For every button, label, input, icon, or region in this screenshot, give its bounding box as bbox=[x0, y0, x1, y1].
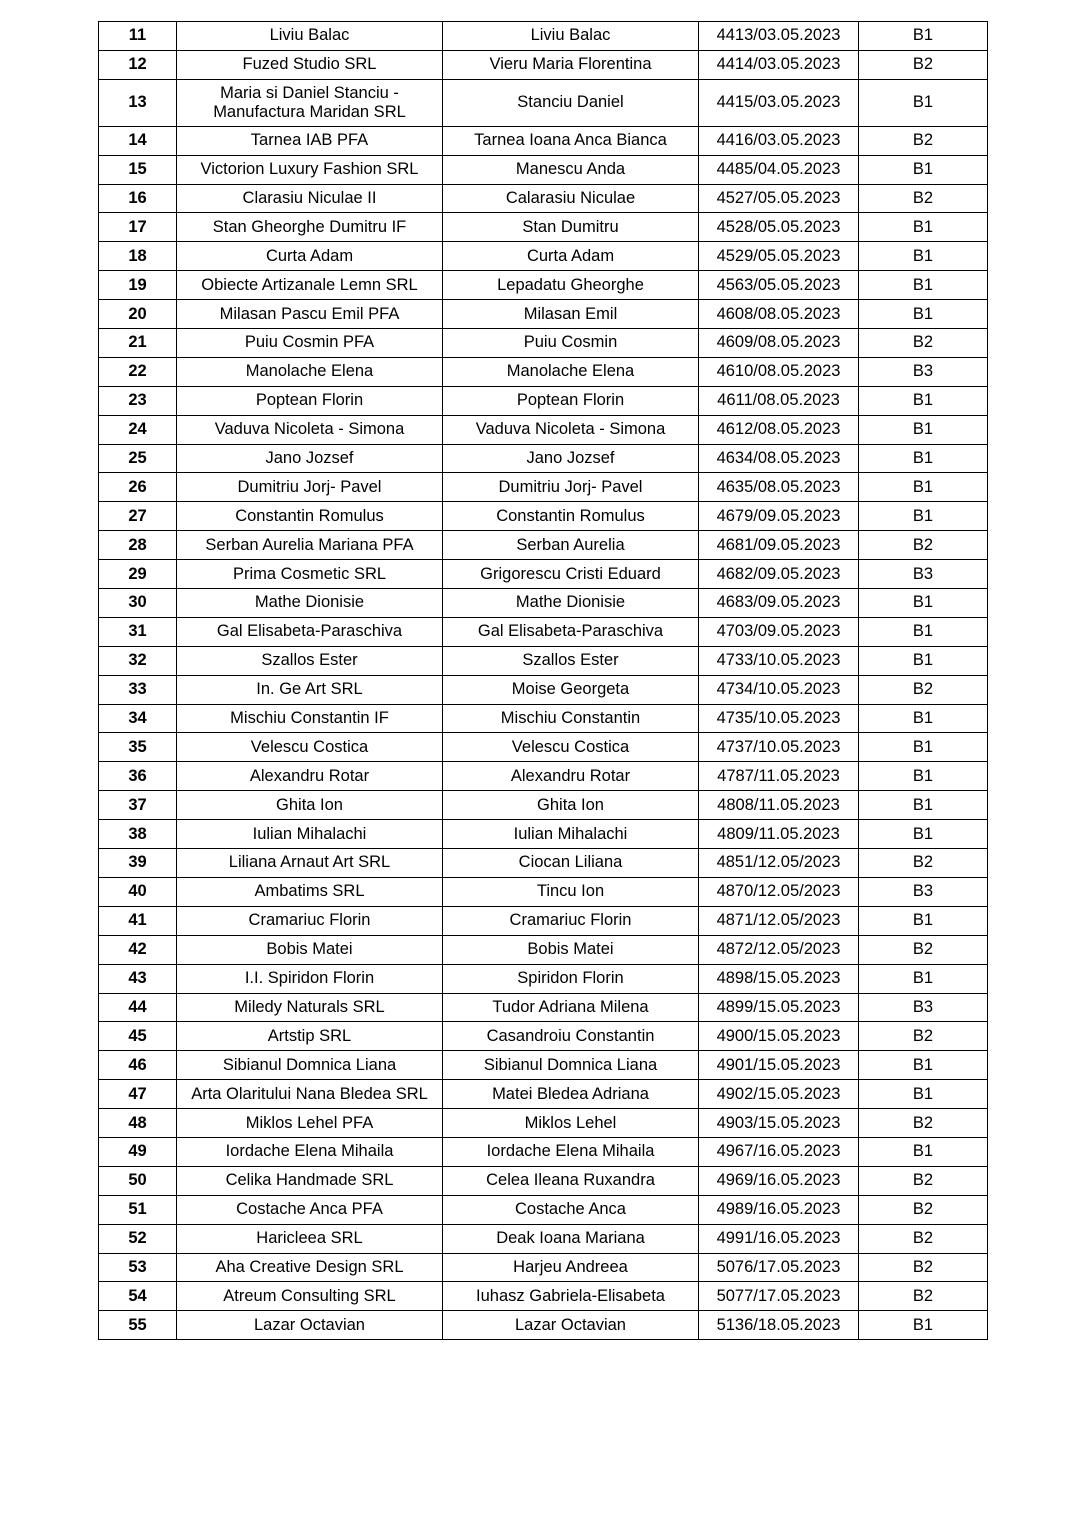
category-cell: B1 bbox=[859, 964, 988, 993]
row-number-cell: 12 bbox=[99, 50, 177, 79]
representative-name-cell: Curta Adam bbox=[443, 242, 699, 271]
table-row bbox=[99, 704, 988, 733]
company-name-cell: Puiu Cosmin PFA bbox=[177, 329, 443, 358]
registration-number-cell: 4787/11.05.2023 bbox=[699, 762, 859, 791]
row-number-cell: 38 bbox=[99, 820, 177, 849]
row-number-cell: 26 bbox=[99, 473, 177, 502]
row-number-cell: 30 bbox=[99, 589, 177, 618]
company-name-cell: Clarasiu Niculae II bbox=[177, 184, 443, 213]
category-cell: B1 bbox=[859, 762, 988, 791]
row-number-cell: 42 bbox=[99, 935, 177, 964]
row-number-cell: 20 bbox=[99, 300, 177, 329]
row-number-cell: 24 bbox=[99, 415, 177, 444]
company-name-cell: Liviu Balac bbox=[177, 22, 443, 51]
company-name-cell: Lazar Octavian bbox=[177, 1311, 443, 1340]
registration-number-cell: 4989/16.05.2023 bbox=[699, 1195, 859, 1224]
representative-name-cell: Poptean Florin bbox=[443, 386, 699, 415]
registration-number-cell: 4871/12.05/2023 bbox=[699, 906, 859, 935]
registration-number-cell: 4809/11.05.2023 bbox=[699, 820, 859, 849]
company-name-cell: Victorion Luxury Fashion SRL bbox=[177, 155, 443, 184]
representative-name-cell: Ghita Ion bbox=[443, 791, 699, 820]
representative-name-cell: Dumitriu Jorj- Pavel bbox=[443, 473, 699, 502]
row-number-cell: 25 bbox=[99, 444, 177, 473]
category-cell: B2 bbox=[859, 935, 988, 964]
representative-name-cell: Jano Jozsef bbox=[443, 444, 699, 473]
company-name-cell: Costache Anca PFA bbox=[177, 1195, 443, 1224]
table-row bbox=[99, 271, 988, 300]
company-name-cell: Mischiu Constantin IF bbox=[177, 704, 443, 733]
registration-number-cell: 4609/08.05.2023 bbox=[699, 329, 859, 358]
registration-number-cell: 4416/03.05.2023 bbox=[699, 126, 859, 155]
representative-name-cell: Costache Anca bbox=[443, 1195, 699, 1224]
table-row bbox=[99, 877, 988, 906]
row-number-cell: 17 bbox=[99, 213, 177, 242]
table-row bbox=[99, 964, 988, 993]
table-row bbox=[99, 50, 988, 79]
table-row bbox=[99, 1282, 988, 1311]
representative-name-cell: Stanciu Daniel bbox=[443, 79, 699, 126]
row-number-cell: 31 bbox=[99, 617, 177, 646]
row-number-cell: 18 bbox=[99, 242, 177, 271]
registration-number-cell: 4900/15.05.2023 bbox=[699, 1022, 859, 1051]
row-number-cell: 16 bbox=[99, 184, 177, 213]
row-number-cell: 34 bbox=[99, 704, 177, 733]
table-row bbox=[99, 733, 988, 762]
category-cell: B1 bbox=[859, 589, 988, 618]
category-cell: B1 bbox=[859, 733, 988, 762]
registration-number-cell: 4734/10.05.2023 bbox=[699, 675, 859, 704]
category-cell: B2 bbox=[859, 184, 988, 213]
representative-name-cell: Mathe Dionisie bbox=[443, 589, 699, 618]
row-number-cell: 47 bbox=[99, 1080, 177, 1109]
category-cell: B2 bbox=[859, 1282, 988, 1311]
representative-name-cell: Cramariuc Florin bbox=[443, 906, 699, 935]
registration-number-cell: 4681/09.05.2023 bbox=[699, 531, 859, 560]
table-row bbox=[99, 329, 988, 358]
category-cell: B1 bbox=[859, 1080, 988, 1109]
representative-name-cell: Ciocan Liliana bbox=[443, 849, 699, 878]
registration-number-cell: 4683/09.05.2023 bbox=[699, 589, 859, 618]
company-name-cell: Celika Handmade SRL bbox=[177, 1166, 443, 1195]
table-row bbox=[99, 126, 988, 155]
representative-name-cell: Serban Aurelia bbox=[443, 531, 699, 560]
company-name-cell: Poptean Florin bbox=[177, 386, 443, 415]
representative-name-cell: Celea Ileana Ruxandra bbox=[443, 1166, 699, 1195]
category-cell: B1 bbox=[859, 791, 988, 820]
company-name-cell: Tarnea IAB PFA bbox=[177, 126, 443, 155]
registration-number-cell: 4808/11.05.2023 bbox=[699, 791, 859, 820]
registration-number-cell: 4733/10.05.2023 bbox=[699, 646, 859, 675]
table-row bbox=[99, 1080, 988, 1109]
row-number-cell: 53 bbox=[99, 1253, 177, 1282]
table-row bbox=[99, 213, 988, 242]
company-name-cell: Ghita Ion bbox=[177, 791, 443, 820]
category-cell: B1 bbox=[859, 300, 988, 329]
registration-number-cell: 4679/09.05.2023 bbox=[699, 502, 859, 531]
registration-number-cell: 4967/16.05.2023 bbox=[699, 1137, 859, 1166]
representative-name-cell: Tudor Adriana Milena bbox=[443, 993, 699, 1022]
company-name-cell: In. Ge Art SRL bbox=[177, 675, 443, 704]
row-number-cell: 13 bbox=[99, 79, 177, 126]
row-number-cell: 22 bbox=[99, 357, 177, 386]
registration-number-cell: 4903/15.05.2023 bbox=[699, 1109, 859, 1138]
company-name-cell: Fuzed Studio SRL bbox=[177, 50, 443, 79]
table-row bbox=[99, 993, 988, 1022]
registration-number-cell: 4485/04.05.2023 bbox=[699, 155, 859, 184]
category-cell: B1 bbox=[859, 415, 988, 444]
table-row bbox=[99, 675, 988, 704]
table-row bbox=[99, 386, 988, 415]
registration-number-cell: 4969/16.05.2023 bbox=[699, 1166, 859, 1195]
row-number-cell: 23 bbox=[99, 386, 177, 415]
row-number-cell: 35 bbox=[99, 733, 177, 762]
company-name-cell: Szallos Ester bbox=[177, 646, 443, 675]
category-cell: B3 bbox=[859, 877, 988, 906]
representative-name-cell: Harjeu Andreea bbox=[443, 1253, 699, 1282]
company-name-cell: Milasan Pascu Emil PFA bbox=[177, 300, 443, 329]
registration-number-cell: 5136/18.05.2023 bbox=[699, 1311, 859, 1340]
registration-number-cell: 5077/17.05.2023 bbox=[699, 1282, 859, 1311]
table-row bbox=[99, 155, 988, 184]
table-row bbox=[99, 1253, 988, 1282]
company-name-cell: Aha Creative Design SRL bbox=[177, 1253, 443, 1282]
category-cell: B2 bbox=[859, 126, 988, 155]
category-cell: B2 bbox=[859, 329, 988, 358]
representative-name-cell: Velescu Costica bbox=[443, 733, 699, 762]
table-row bbox=[99, 617, 988, 646]
registration-number-cell: 4682/09.05.2023 bbox=[699, 560, 859, 589]
representative-name-cell: Spiridon Florin bbox=[443, 964, 699, 993]
table-row bbox=[99, 22, 988, 51]
row-number-cell: 21 bbox=[99, 329, 177, 358]
representative-name-cell: Iuhasz Gabriela-Elisabeta bbox=[443, 1282, 699, 1311]
row-number-cell: 55 bbox=[99, 1311, 177, 1340]
registration-number-cell: 4611/08.05.2023 bbox=[699, 386, 859, 415]
table-row bbox=[99, 1137, 988, 1166]
row-number-cell: 27 bbox=[99, 502, 177, 531]
row-number-cell: 48 bbox=[99, 1109, 177, 1138]
company-name-cell: Serban Aurelia Mariana PFA bbox=[177, 531, 443, 560]
representative-name-cell: Constantin Romulus bbox=[443, 502, 699, 531]
table-row bbox=[99, 1195, 988, 1224]
representative-name-cell: Miklos Lehel bbox=[443, 1109, 699, 1138]
table-row bbox=[99, 415, 988, 444]
company-name-cell: Dumitriu Jorj- Pavel bbox=[177, 473, 443, 502]
row-number-cell: 33 bbox=[99, 675, 177, 704]
category-cell: B3 bbox=[859, 357, 988, 386]
company-name-cell: Stan Gheorghe Dumitru IF bbox=[177, 213, 443, 242]
company-name-cell: Maria si Daniel Stanciu - Manufactura Maridan SRL bbox=[177, 79, 443, 126]
representative-name-cell: Matei Bledea Adriana bbox=[443, 1080, 699, 1109]
table-row bbox=[99, 473, 988, 502]
category-cell: B1 bbox=[859, 617, 988, 646]
company-name-cell: Arta Olaritului Nana Bledea SRL bbox=[177, 1080, 443, 1109]
company-name-cell: Prima Cosmetic SRL bbox=[177, 560, 443, 589]
registration-number-cell: 4413/03.05.2023 bbox=[699, 22, 859, 51]
registration-number-cell: 4563/05.05.2023 bbox=[699, 271, 859, 300]
registration-number-cell: 4991/16.05.2023 bbox=[699, 1224, 859, 1253]
row-number-cell: 45 bbox=[99, 1022, 177, 1051]
table-row bbox=[99, 589, 988, 618]
row-number-cell: 41 bbox=[99, 906, 177, 935]
registration-number-cell: 4898/15.05.2023 bbox=[699, 964, 859, 993]
representative-name-cell: Sibianul Domnica Liana bbox=[443, 1051, 699, 1080]
row-number-cell: 37 bbox=[99, 791, 177, 820]
category-cell: B2 bbox=[859, 1253, 988, 1282]
representative-name-cell: Stan Dumitru bbox=[443, 213, 699, 242]
representative-name-cell: Vaduva Nicoleta - Simona bbox=[443, 415, 699, 444]
representative-name-cell: Iulian Mihalachi bbox=[443, 820, 699, 849]
category-cell: B1 bbox=[859, 155, 988, 184]
company-name-cell: Gal Elisabeta-Paraschiva bbox=[177, 617, 443, 646]
registration-number-cell: 4703/09.05.2023 bbox=[699, 617, 859, 646]
category-cell: B2 bbox=[859, 1166, 988, 1195]
registration-number-cell: 4872/12.05/2023 bbox=[699, 935, 859, 964]
row-number-cell: 32 bbox=[99, 646, 177, 675]
company-name-cell: Miklos Lehel PFA bbox=[177, 1109, 443, 1138]
company-name-cell: Liliana Arnaut Art SRL bbox=[177, 849, 443, 878]
company-name-cell: Alexandru Rotar bbox=[177, 762, 443, 791]
category-cell: B3 bbox=[859, 993, 988, 1022]
table-row bbox=[99, 357, 988, 386]
table-row bbox=[99, 242, 988, 271]
registration-number-cell: 4634/08.05.2023 bbox=[699, 444, 859, 473]
row-number-cell: 43 bbox=[99, 964, 177, 993]
company-name-cell: Jano Jozsef bbox=[177, 444, 443, 473]
row-number-cell: 50 bbox=[99, 1166, 177, 1195]
table-body bbox=[99, 22, 988, 1340]
registration-number-cell: 4610/08.05.2023 bbox=[699, 357, 859, 386]
company-name-cell: Iulian Mihalachi bbox=[177, 820, 443, 849]
representative-name-cell: Deak Ioana Mariana bbox=[443, 1224, 699, 1253]
table-row bbox=[99, 1109, 988, 1138]
table-row bbox=[99, 849, 988, 878]
row-number-cell: 19 bbox=[99, 271, 177, 300]
company-name-cell: Atreum Consulting SRL bbox=[177, 1282, 443, 1311]
representative-name-cell: Tarnea Ioana Anca Bianca bbox=[443, 126, 699, 155]
representative-name-cell: Manolache Elena bbox=[443, 357, 699, 386]
row-number-cell: 14 bbox=[99, 126, 177, 155]
representative-name-cell: Vieru Maria Florentina bbox=[443, 50, 699, 79]
row-number-cell: 40 bbox=[99, 877, 177, 906]
company-name-cell: Artstip SRL bbox=[177, 1022, 443, 1051]
row-number-cell: 49 bbox=[99, 1137, 177, 1166]
registration-number-cell: 5076/17.05.2023 bbox=[699, 1253, 859, 1282]
table-row bbox=[99, 646, 988, 675]
company-name-cell: Iordache Elena Mihaila bbox=[177, 1137, 443, 1166]
representative-name-cell: Grigorescu Cristi Eduard bbox=[443, 560, 699, 589]
table-row bbox=[99, 1166, 988, 1195]
category-cell: B1 bbox=[859, 502, 988, 531]
category-cell: B2 bbox=[859, 849, 988, 878]
company-name-cell: Mathe Dionisie bbox=[177, 589, 443, 618]
table-row bbox=[99, 906, 988, 935]
row-number-cell: 11 bbox=[99, 22, 177, 51]
category-cell: B2 bbox=[859, 675, 988, 704]
category-cell: B1 bbox=[859, 242, 988, 271]
representative-name-cell: Lazar Octavian bbox=[443, 1311, 699, 1340]
registration-number-cell: 4527/05.05.2023 bbox=[699, 184, 859, 213]
registration-number-cell: 4415/03.05.2023 bbox=[699, 79, 859, 126]
representative-name-cell: Gal Elisabeta-Paraschiva bbox=[443, 617, 699, 646]
registration-number-cell: 4635/08.05.2023 bbox=[699, 473, 859, 502]
row-number-cell: 36 bbox=[99, 762, 177, 791]
category-cell: B1 bbox=[859, 213, 988, 242]
company-name-cell: Miledy Naturals SRL bbox=[177, 993, 443, 1022]
table-row bbox=[99, 79, 988, 126]
registration-number-cell: 4414/03.05.2023 bbox=[699, 50, 859, 79]
table-row bbox=[99, 531, 988, 560]
table-row bbox=[99, 762, 988, 791]
table-row bbox=[99, 184, 988, 213]
table-row bbox=[99, 444, 988, 473]
row-number-cell: 15 bbox=[99, 155, 177, 184]
table-row bbox=[99, 791, 988, 820]
category-cell: B2 bbox=[859, 1195, 988, 1224]
registration-number-cell: 4528/05.05.2023 bbox=[699, 213, 859, 242]
category-cell: B1 bbox=[859, 704, 988, 733]
table-row bbox=[99, 560, 988, 589]
representative-name-cell: Bobis Matei bbox=[443, 935, 699, 964]
representative-name-cell: Lepadatu Gheorghe bbox=[443, 271, 699, 300]
representative-name-cell: Manescu Anda bbox=[443, 155, 699, 184]
category-cell: B1 bbox=[859, 444, 988, 473]
category-cell: B2 bbox=[859, 1224, 988, 1253]
row-number-cell: 52 bbox=[99, 1224, 177, 1253]
company-name-cell: Bobis Matei bbox=[177, 935, 443, 964]
registration-number-cell: 4529/05.05.2023 bbox=[699, 242, 859, 271]
category-cell: B2 bbox=[859, 1022, 988, 1051]
representative-name-cell: Calarasiu Niculae bbox=[443, 184, 699, 213]
representative-name-cell: Moise Georgeta bbox=[443, 675, 699, 704]
table-row bbox=[99, 502, 988, 531]
row-number-cell: 46 bbox=[99, 1051, 177, 1080]
table-row bbox=[99, 300, 988, 329]
row-number-cell: 54 bbox=[99, 1282, 177, 1311]
category-cell: B1 bbox=[859, 473, 988, 502]
representative-name-cell: Mischiu Constantin bbox=[443, 704, 699, 733]
row-number-cell: 39 bbox=[99, 849, 177, 878]
table-row bbox=[99, 820, 988, 849]
representative-name-cell: Casandroiu Constantin bbox=[443, 1022, 699, 1051]
row-number-cell: 28 bbox=[99, 531, 177, 560]
registration-number-cell: 4902/15.05.2023 bbox=[699, 1080, 859, 1109]
registration-number-cell: 4851/12.05/2023 bbox=[699, 849, 859, 878]
category-cell: B2 bbox=[859, 1109, 988, 1138]
category-cell: B1 bbox=[859, 646, 988, 675]
company-name-cell: Constantin Romulus bbox=[177, 502, 443, 531]
company-name-cell: Vaduva Nicoleta - Simona bbox=[177, 415, 443, 444]
category-cell: B1 bbox=[859, 271, 988, 300]
table-row bbox=[99, 1311, 988, 1340]
category-cell: B1 bbox=[859, 1051, 988, 1080]
company-name-cell: I.I. Spiridon Florin bbox=[177, 964, 443, 993]
table-row bbox=[99, 935, 988, 964]
representative-name-cell: Milasan Emil bbox=[443, 300, 699, 329]
category-cell: B3 bbox=[859, 560, 988, 589]
company-name-cell: Obiecte Artizanale Lemn SRL bbox=[177, 271, 443, 300]
company-name-cell: Velescu Costica bbox=[177, 733, 443, 762]
category-cell: B2 bbox=[859, 531, 988, 560]
registration-number-cell: 4735/10.05.2023 bbox=[699, 704, 859, 733]
registration-number-cell: 4612/08.05.2023 bbox=[699, 415, 859, 444]
representative-name-cell: Liviu Balac bbox=[443, 22, 699, 51]
registration-number-cell: 4870/12.05/2023 bbox=[699, 877, 859, 906]
company-name-cell: Cramariuc Florin bbox=[177, 906, 443, 935]
registration-number-cell: 4737/10.05.2023 bbox=[699, 733, 859, 762]
category-cell: B1 bbox=[859, 386, 988, 415]
category-cell: B1 bbox=[859, 820, 988, 849]
category-cell: B1 bbox=[859, 79, 988, 126]
category-cell: B2 bbox=[859, 50, 988, 79]
company-name-cell: Ambatims SRL bbox=[177, 877, 443, 906]
row-number-cell: 44 bbox=[99, 993, 177, 1022]
category-cell: B1 bbox=[859, 22, 988, 51]
registration-number-cell: 4608/08.05.2023 bbox=[699, 300, 859, 329]
company-name-cell: Haricleea SRL bbox=[177, 1224, 443, 1253]
category-cell: B1 bbox=[859, 1311, 988, 1340]
company-name-cell: Sibianul Domnica Liana bbox=[177, 1051, 443, 1080]
representative-name-cell: Puiu Cosmin bbox=[443, 329, 699, 358]
company-name-cell: Curta Adam bbox=[177, 242, 443, 271]
category-cell: B1 bbox=[859, 906, 988, 935]
company-name-cell: Manolache Elena bbox=[177, 357, 443, 386]
representative-name-cell: Alexandru Rotar bbox=[443, 762, 699, 791]
category-cell: B1 bbox=[859, 1137, 988, 1166]
row-number-cell: 51 bbox=[99, 1195, 177, 1224]
representative-name-cell: Iordache Elena Mihaila bbox=[443, 1137, 699, 1166]
table-row bbox=[99, 1022, 988, 1051]
representative-name-cell: Tincu Ion bbox=[443, 877, 699, 906]
table-row bbox=[99, 1051, 988, 1080]
table-row bbox=[99, 1224, 988, 1253]
registration-number-cell: 4901/15.05.2023 bbox=[699, 1051, 859, 1080]
row-number-cell: 29 bbox=[99, 560, 177, 589]
representative-name-cell: Szallos Ester bbox=[443, 646, 699, 675]
registration-table bbox=[98, 21, 988, 1340]
registration-number-cell: 4899/15.05.2023 bbox=[699, 993, 859, 1022]
